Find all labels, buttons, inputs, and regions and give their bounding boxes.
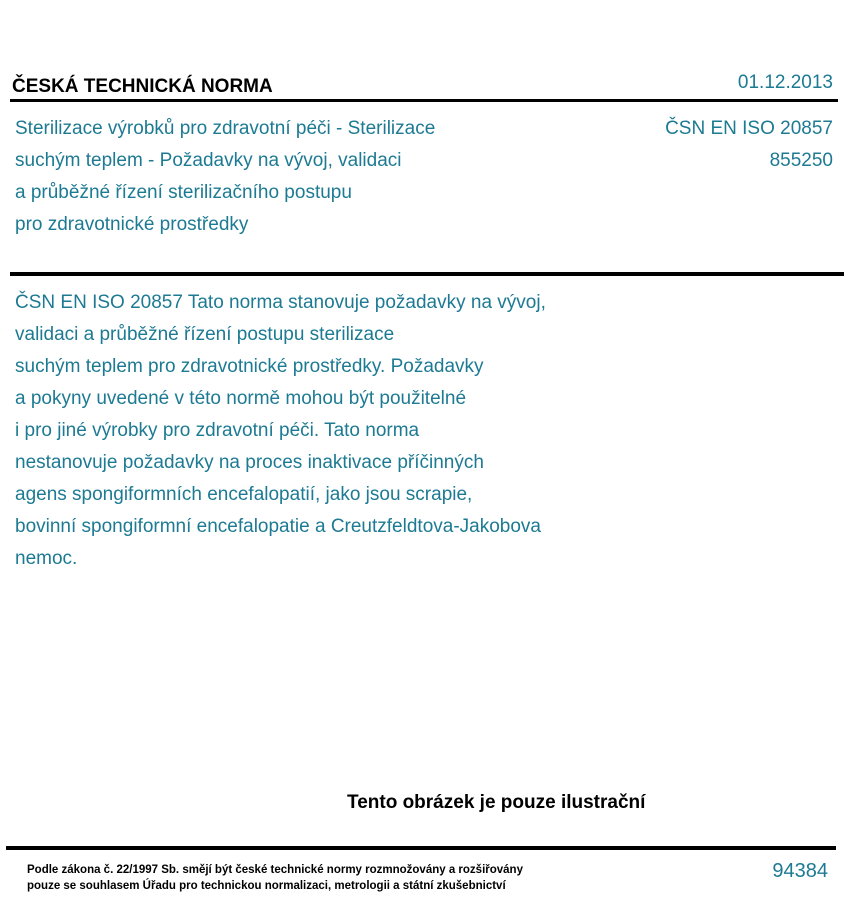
standard-title-line: suchým teplem - Požadavky na vývoj, validaci (15, 150, 402, 171)
standard-title-line: Sterilizace výrobků pro zdravotní péči - Sterilizace (15, 118, 436, 139)
annotation-line: validaci a průběžné řízení postupu sterilizace (15, 324, 395, 345)
publication-date: 01.12.2013 (737, 72, 833, 93)
norm-identifiers (665, 113, 833, 177)
annotation-line: ČSN EN ISO 20857 Tato norma stanovuje požadavky na vývoj, (15, 292, 546, 313)
classification-number: 855250 (769, 150, 833, 171)
bottom-divider (6, 846, 836, 850)
copyright-notice (27, 862, 523, 894)
annotation-line: nemoc. (15, 548, 78, 569)
annotation-line: agens spongiformních encefalopatií, jako jsou scrapie, (15, 484, 473, 505)
standard-annotation (15, 287, 546, 575)
standard-title-line: a průběžné řízení sterilizačního postupu (15, 182, 352, 203)
standard-title-line: pro zdravotnické prostředky (15, 214, 249, 235)
annotation-line: nestanovuje požadavky na proces inaktivace příčinných (15, 452, 484, 473)
annotation-line: i pro jiné výrobky pro zdravotní péči. Tato norma (15, 420, 420, 441)
annotation-line: suchým teplem pro zdravotnické prostředky. Požadavky (15, 356, 484, 377)
annotation-line: bovinní spongiformní encefalopatie a Creutzfeldtova-Jakobova (15, 516, 541, 537)
annotation-line: a pokyny uvedené v této normě mohou být použitelné (15, 388, 467, 409)
copyright-line: Podle zákona č. 22/1997 Sb. smějí být české technické normy rozmnožovány a rozšiřovány (27, 864, 523, 876)
illustration-notice: Tento obrázek je pouze ilustrační (347, 792, 646, 813)
document-type-heading: ČESKÁ TECHNICKÁ NORMA (12, 76, 273, 97)
document-number: 94384 (772, 860, 828, 882)
standard-title (15, 113, 435, 241)
middle-divider (10, 272, 844, 276)
top-divider (10, 99, 838, 102)
norm-code: ČSN EN ISO 20857 (665, 118, 833, 139)
copyright-line: pouze se souhlasem Úřadu pro technickou normalizaci, metrologii a státní zkušebnictví (27, 880, 506, 892)
